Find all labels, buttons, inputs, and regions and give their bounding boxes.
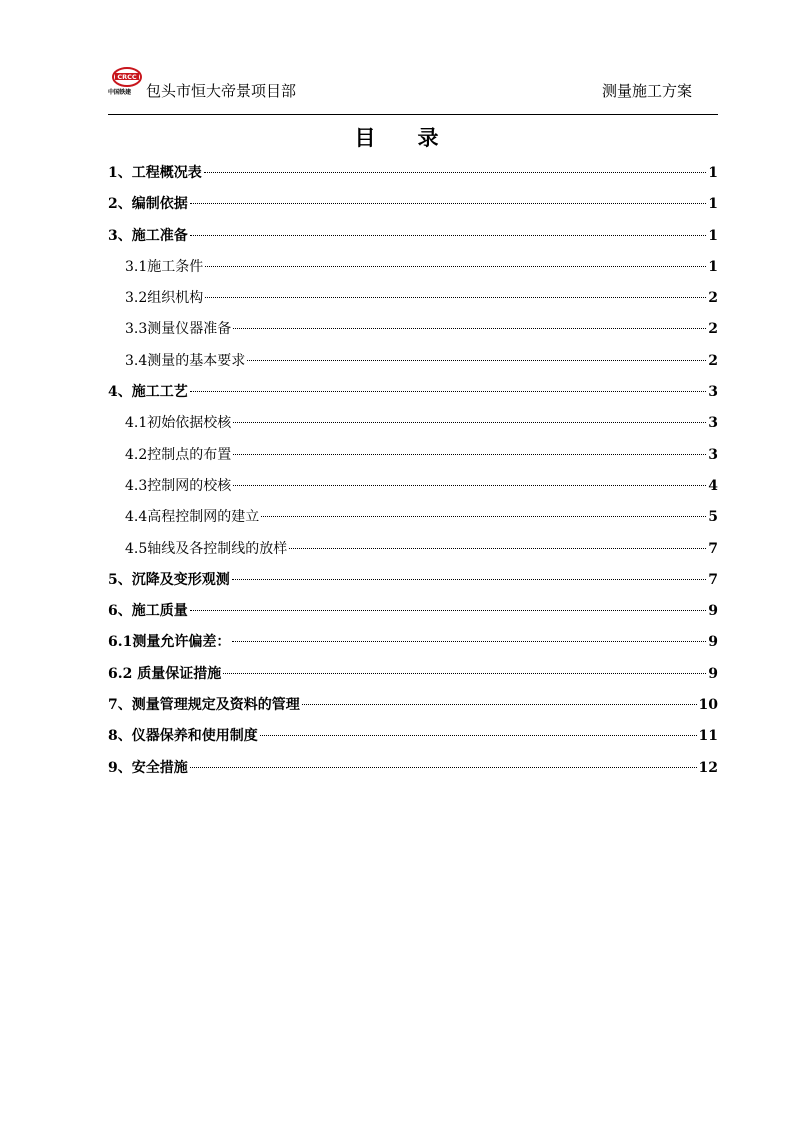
toc-entry-title: 3、施工准备 [108,227,188,244]
toc-entry-title: 3.1施工条件 [125,258,204,275]
toc-entry[interactable] [108,627,718,658]
toc-entry[interactable] [108,221,718,252]
toc-entry-title: 6.2 质量保证措施 [108,665,222,682]
toc-leader-dots [205,266,706,267]
toc-leader-dots [233,485,706,486]
toc-leader-dots [289,548,706,549]
toc-entry-page: 7 [708,540,718,557]
toc-entry-page: 7 [708,571,718,588]
toc-leader-dots [190,203,707,204]
toc-entry-title: 4.4高程控制网的建立 [125,509,260,526]
toc-entry[interactable] [108,158,718,189]
toc-entry-title: 6、施工质量 [108,603,188,620]
toc-leader-dots [233,454,706,455]
header-divider [108,114,718,115]
toc-entry[interactable] [108,721,718,752]
toc-entry-page: 2 [708,352,718,369]
toc-entry-page: 1 [708,165,718,181]
toc-leader-dots [232,641,706,642]
toc-entry[interactable] [108,408,718,439]
toc-entry[interactable] [108,440,718,471]
toc-entry-title: 7、测量管理规定及资料的管理 [108,697,300,714]
toc-entry-title: 4.5轴线及各控制线的放样 [125,540,288,557]
toc-leader-dots [190,767,697,768]
toc-leader-dots [233,328,706,329]
toc-entry-title: 6.1测量允许偏差： [108,634,231,651]
toc-entry-title: 3.4测量的基本要求 [125,352,246,369]
toc-leader-dots [233,422,706,423]
toc-entry[interactable] [108,502,718,533]
toc-entry[interactable] [108,596,718,627]
toc-leader-dots [190,235,707,236]
page-title: 目 录 [354,125,439,150]
toc-entry-page: 3 [708,384,718,401]
toc-entry-page: 5 [708,509,718,526]
toc-entry[interactable] [108,471,718,502]
toc-entry-title: 8、仪器保养和使用制度 [108,728,258,745]
header-project-name: 包头市恒大帝景项目部 [146,82,297,100]
toc-entry-page: 11 [698,728,718,745]
toc-entry-title: 4.1初始依据校核 [125,415,232,432]
toc-entry[interactable] [108,314,718,345]
toc-entry-page: 10 [698,697,718,714]
toc-entry-title: 9、安全措施 [108,759,188,776]
toc-entry-page: 2 [708,290,718,307]
toc-entry[interactable] [108,753,718,784]
toc-leader-dots [205,297,706,298]
page-header [108,64,718,116]
toc-entry-page: 2 [708,321,718,338]
toc-entry[interactable] [108,189,718,220]
toc-entry[interactable] [108,346,718,377]
toc-leader-dots [190,391,707,392]
header-document-name: 测量施工方案 [601,82,692,100]
toc-entry-title: 3.3测量仪器准备 [125,321,232,338]
toc-leader-dots [232,579,707,580]
toc-entry[interactable] [108,252,718,283]
toc-entry-page: 1 [708,196,718,213]
toc-leader-dots [261,516,706,517]
toc-entry-page: 12 [698,759,718,776]
toc-entry-page: 1 [708,258,718,275]
toc-entry-title: 4、施工工艺 [108,384,188,401]
toc-entry-title: 5、沉降及变形观测 [108,571,230,588]
toc-entry-page: 3 [708,415,718,432]
toc-entry-title: 1、工程概况表 [108,165,202,181]
toc-leader-dots [247,360,706,361]
toc-entry-page: 9 [708,665,718,682]
toc-leader-dots [223,673,706,674]
logo-mark: CRCC [117,73,137,81]
toc-leader-dots [204,172,707,173]
table-of-contents [108,158,718,784]
toc-entry[interactable] [108,534,718,565]
toc-entry[interactable] [108,377,718,408]
toc-entry-page: 4 [708,477,718,494]
toc-entry[interactable] [108,565,718,596]
toc-leader-dots [190,610,707,611]
toc-entry-title: 4.3控制网的校核 [125,477,232,494]
toc-leader-dots [302,704,697,705]
toc-entry[interactable] [108,659,718,690]
toc-entry-page: 9 [708,603,718,620]
toc-entry[interactable] [108,283,718,314]
toc-entry-page: 1 [708,227,718,244]
toc-entry-title: 2、编制依据 [108,196,188,213]
toc-entry[interactable] [108,690,718,721]
toc-entry-title: 3.2组织机构 [125,290,204,307]
toc-entry-page: 9 [708,634,718,651]
logo-text: 中国铁建 [108,89,131,96]
toc-leader-dots [260,735,697,736]
toc-entry-title: 4.2控制点的布置 [125,446,232,463]
toc-entry-page: 3 [708,446,718,463]
